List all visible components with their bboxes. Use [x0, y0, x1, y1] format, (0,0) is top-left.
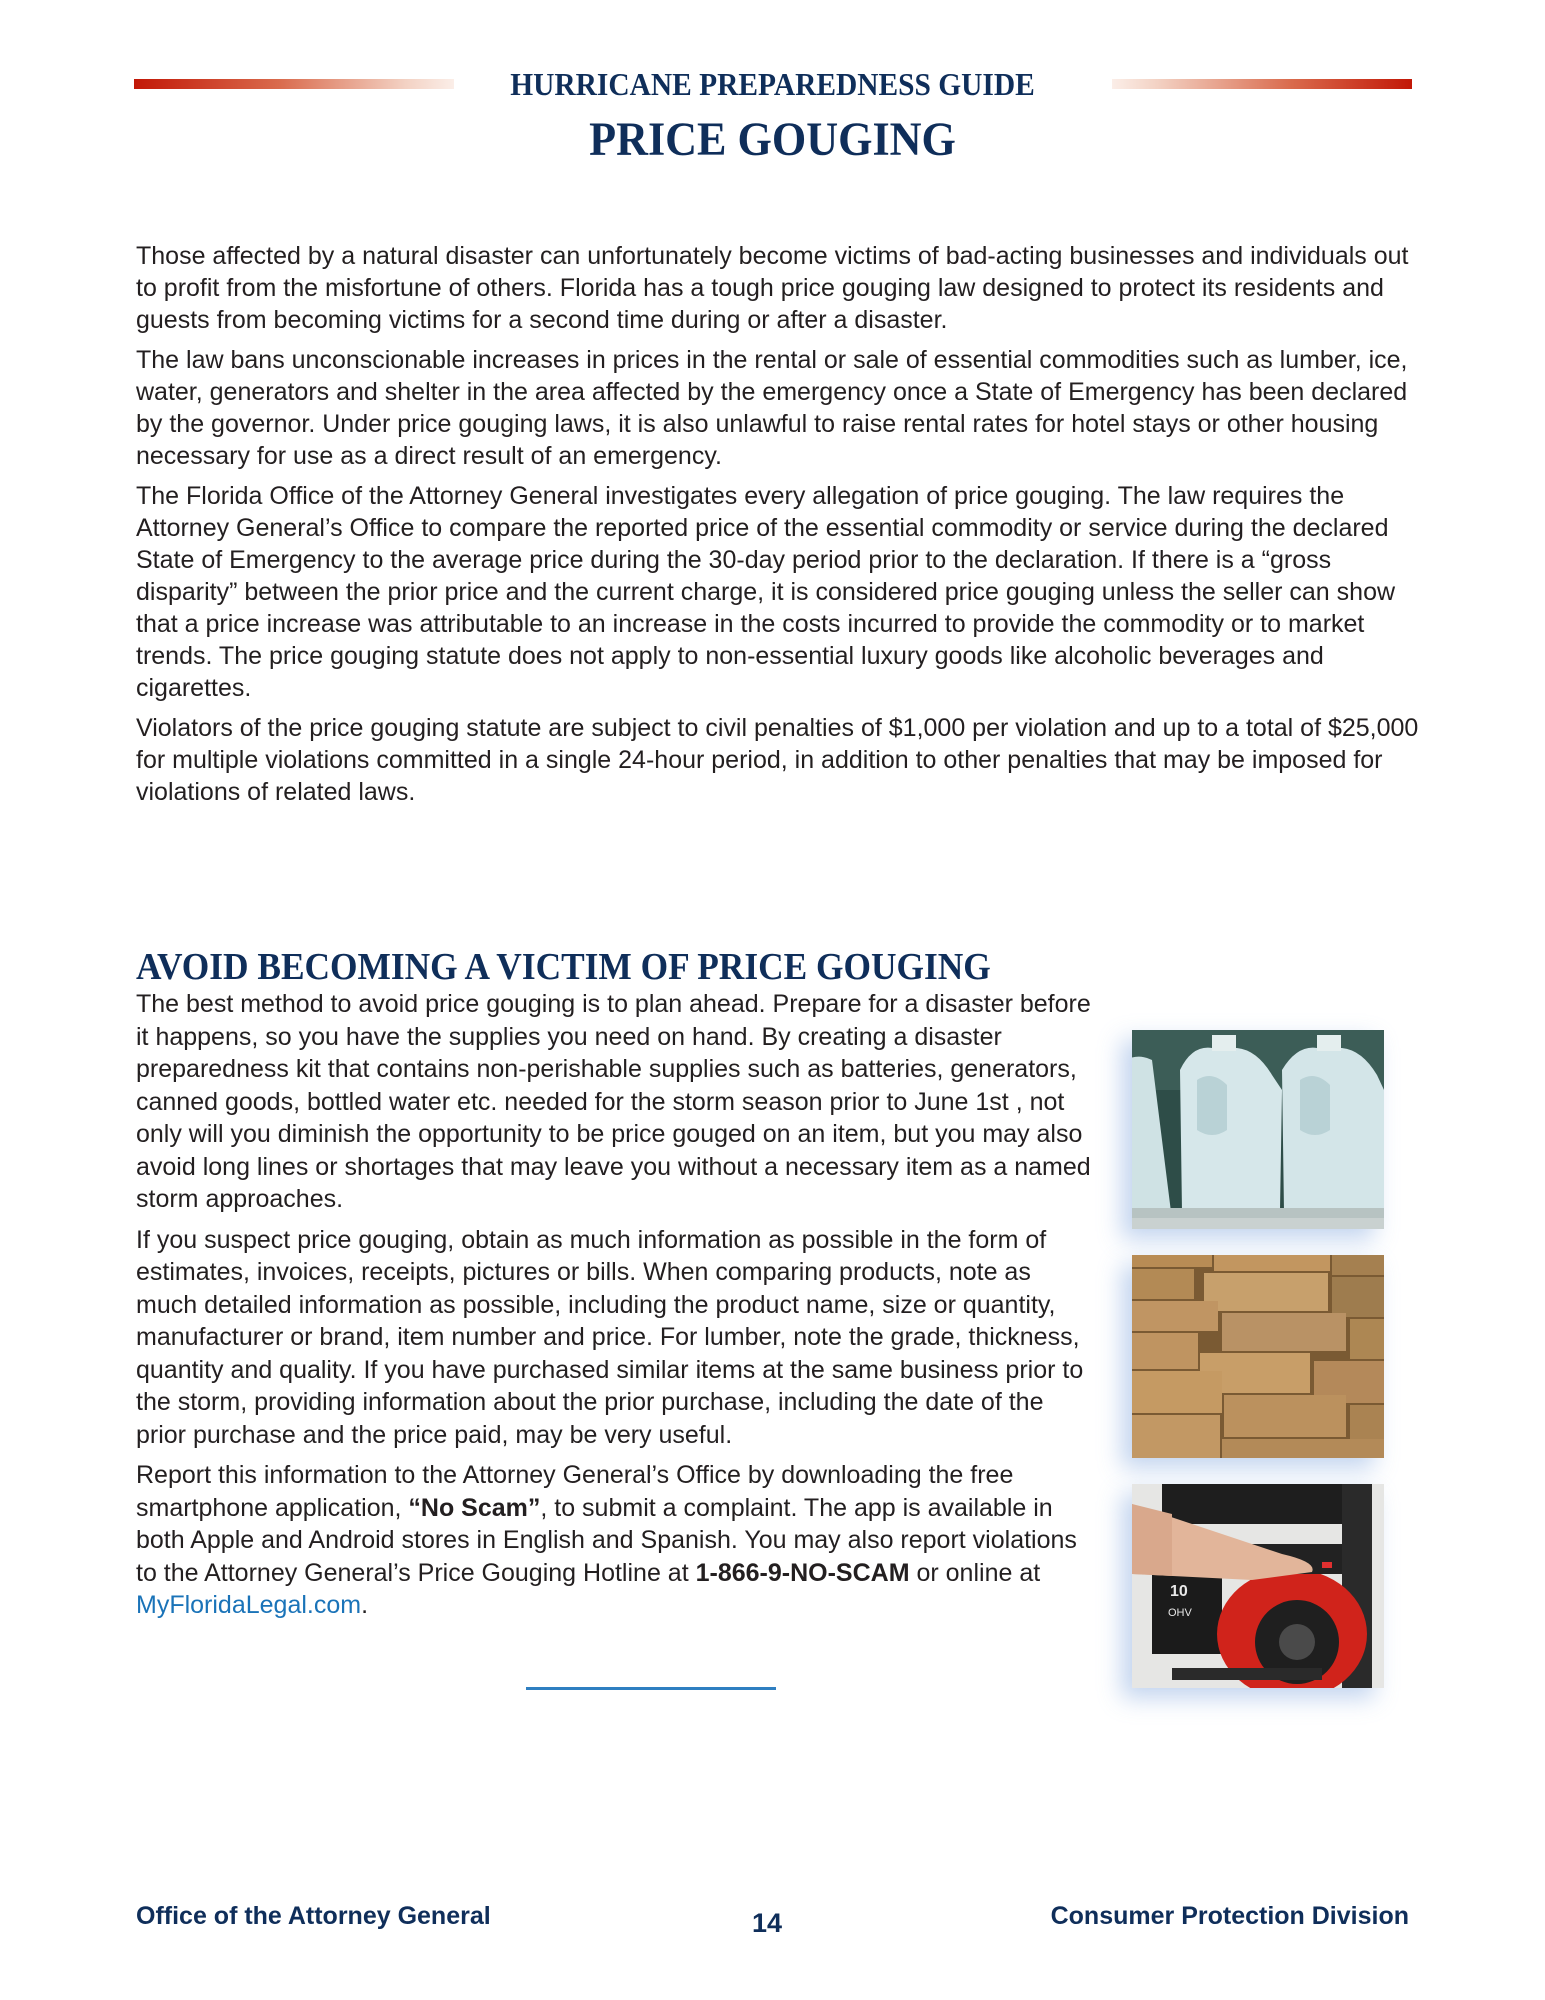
intro-paragraph: Violators of the price gouging statute are subject to civil penalties of $1,000 per violation and up to a total of $25,000 for multiple violations committed in a single 24-hour period, in addition to other penalties that may be imposed for violations of related laws.: [136, 714, 1419, 806]
avoid-paragraph: If you suspect price gouging, obtain as much information as possible in the form of estimates, invoices, receipts, pictures or bills. When comparing products, note as much detailed information as possible, including the product name, size or quantity, manufacturer or brand, item number and price. For lumber, note the grade, thickness, quantity and quality. If you have purchased similar items at the same business prior to the storm, providing information about the prior purchase, including the date of the prior purchase and the price paid, may be very useful.: [136, 1225, 1084, 1449]
section-heading: AVOID BECOMING A VICTIM OF PRICE GOUGING: [136, 946, 991, 988]
avoid-section-body: [136, 988, 1096, 1630]
hotline-number: 1-866-9-NO-SCAM: [695, 1558, 910, 1587]
intro-section: [136, 240, 1426, 816]
guide-title: HURRICANE PREPAREDNESS GUIDE: [510, 66, 1035, 102]
report-text: .: [361, 1591, 369, 1619]
report-text: or online at: [909, 1558, 1041, 1587]
report-text: Report this information to the Attorney General’s Office by downloading the free smartphone application,: [136, 1461, 1014, 1522]
lumber-stack-photo: [1132, 1255, 1384, 1458]
divider-line: [526, 1687, 776, 1690]
intro-paragraph: The Florida Office of the Attorney General investigates every allegation of price gouging. The law requires the Attorney General’s Office to compare the reported price of the essential commodity or service during the declared State of Emergency to the average price during the 30-day period prior to the declaration. If there is a “gross disparity” between the prior price and the current charge, it is considered price gouging unless the seller can show that a price increase was attributable to an increase in the costs incurred to provide the commodity or to market trends. The price gouging statute does not apply to non-essential luxury goods like alcoholic beverages and cigarettes.: [136, 482, 1396, 702]
intro-paragraph: The law bans unconscionable increases in prices in the rental or sale of essential commodities such as lumber, ice, water, generators and shelter in the area affected by the emergency once a State of Emergency has been declared by the governor. Under price gouging laws, it is also unlawful to raise rental rates for hotel stays or other housing necessary for use as a direct result of an emergency.: [136, 346, 1408, 470]
footer-division: Consumer Protection Division: [1050, 1902, 1409, 1930]
app-name: “No Scam”: [408, 1493, 541, 1522]
footer-office: Office of the Attorney General: [136, 1902, 491, 1930]
avoid-paragraph: The best method to avoid price gouging is to plan ahead. Prepare for a disaster before it happens, so you have the supplies you need on hand. By creating a disaster preparedness kit that contains non-perishable supplies such as batteries, generators, canned goods, bottled water etc. needed for the storm season prior to June 1st , not only will you diminish the opportunity to be price gouged on an item, but you may also avoid long lines or shortages that may leave you without a necessary item as a named storm approaches.: [136, 990, 1091, 1213]
generator-photo: [1132, 1484, 1384, 1688]
report-text: , to submit a complaint. The app is available in both Apple and Android stores in English and Spanish. You may also report violations to the Attorney General’s Price Gouging Hotline at: [136, 1493, 1077, 1587]
report-paragraph: [136, 1459, 1096, 1622]
website-link[interactable]: MyFloridaLegal.com: [136, 1591, 362, 1619]
svg-text:OHV: OHV: [1168, 1607, 1192, 1619]
page-title: PRICE GOUGING: [589, 113, 956, 166]
page-number: 14: [752, 1908, 783, 1938]
water-jugs-photo: [1132, 1030, 1384, 1229]
svg-text:10: 10: [1170, 1583, 1188, 1600]
intro-paragraph: Those affected by a natural disaster can unfortunately become victims of bad-acting businesses and individuals out to profit from the misfortune of others. Florida has a tough price gouging law designed to protect its residents and guests from becoming victims for a second time during or after a disaster.: [136, 242, 1409, 334]
